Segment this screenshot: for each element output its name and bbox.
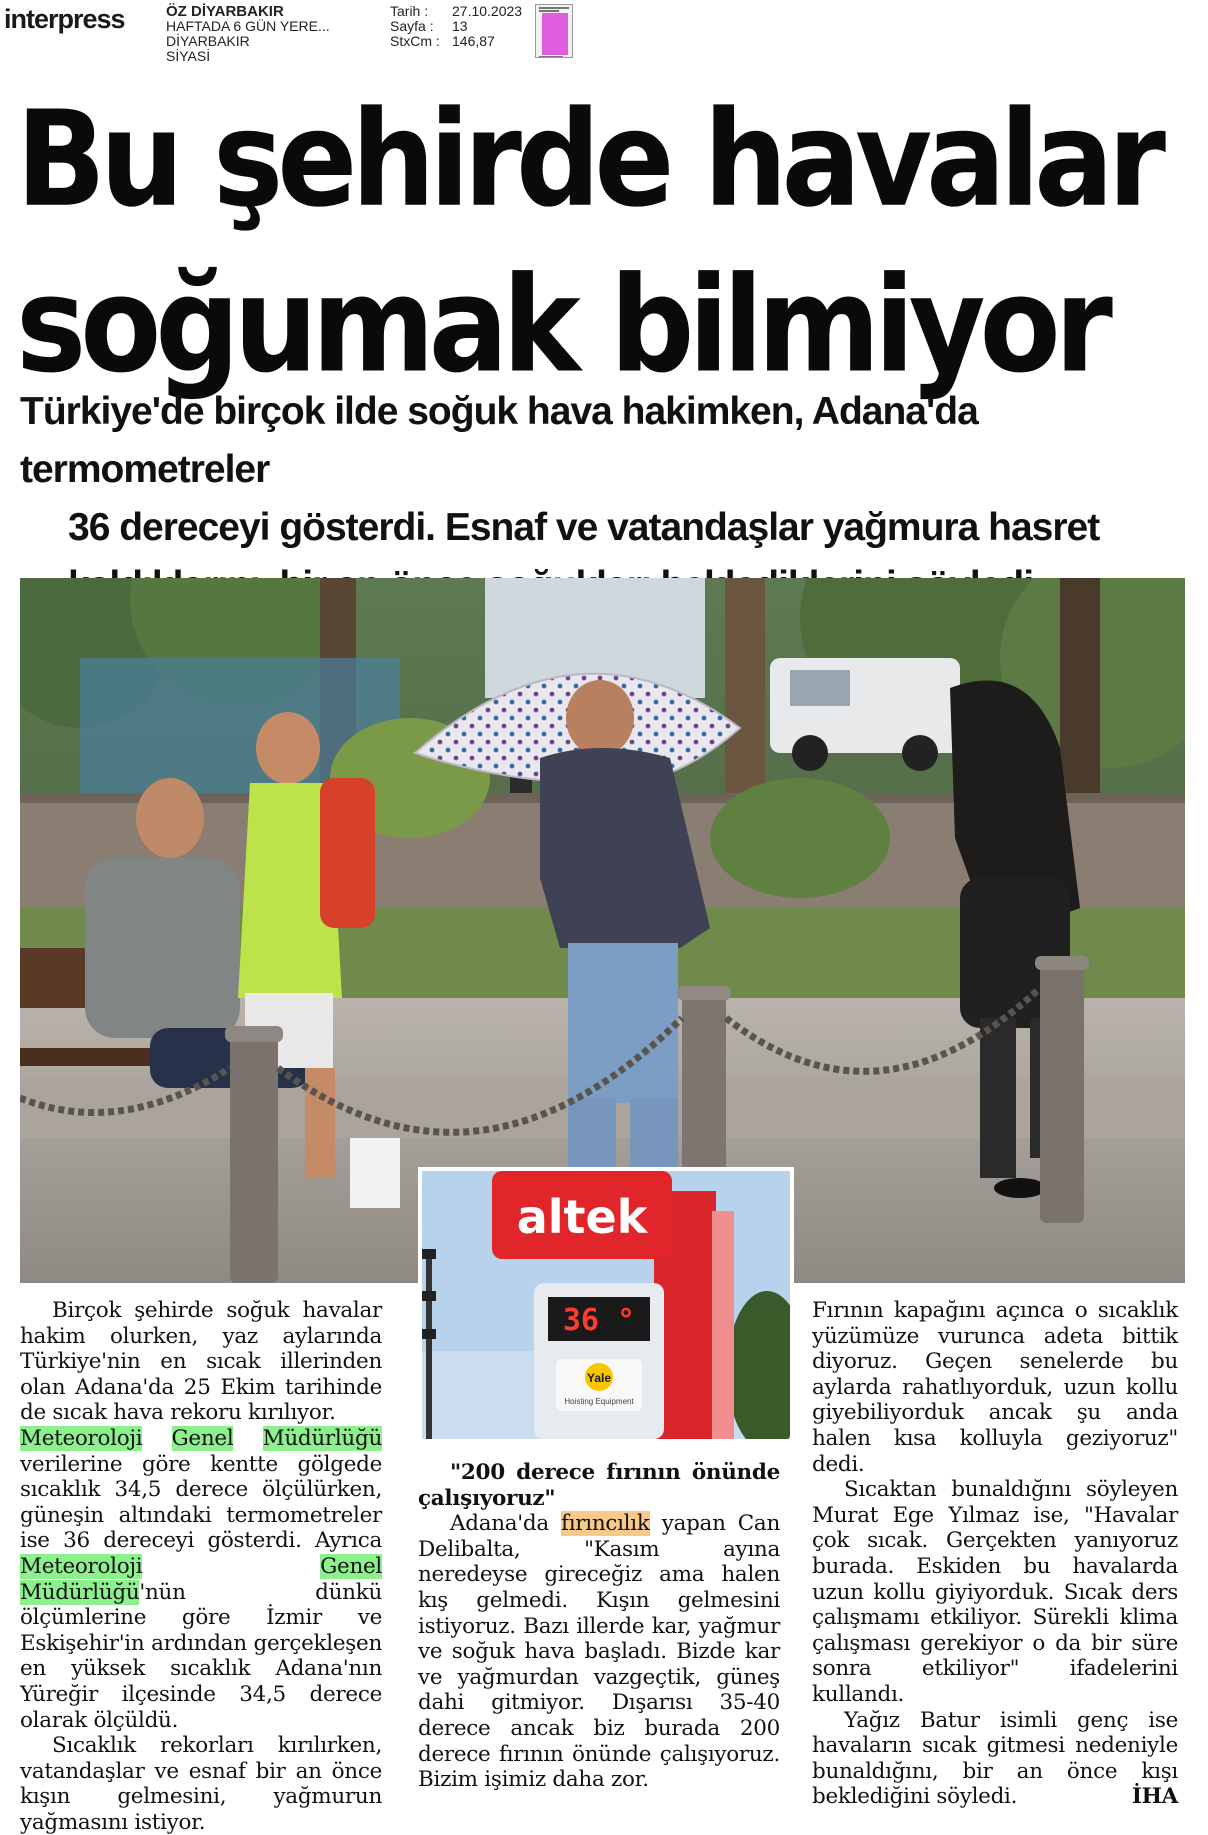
highlight-genel-2: Genel	[320, 1553, 382, 1579]
highlight-mudurlugu-2: Müdürlüğü	[20, 1579, 140, 1605]
col1-paragraph-2: Meteoroloji Genel Müdürlüğü verilerine göre kentte gölgede sıcaklık 34,5 derece ölçülürken, güneşin altındaki termometreler ise 36 dereceyi gösterdi. Ayrıca Meteoroloji Genel Müdürlüğü'nün dünkü ölçümlerine göre İzmir ve Eskişehir'in ardından gerçekleşen en yüksek sıcaklık Adana'nın Yüreğir ilçesinde 34,5 derece olarak ölçüldü.	[20, 1425, 382, 1733]
temperature-display: 36 °	[562, 1303, 636, 1338]
agency-signature: İHA	[1131, 1784, 1178, 1810]
col3-paragraph-1: Fırının kapağını açınca o sıcaklık yüzümüze vurunca adeta bittik diyoruz. Geçen senelerde bu aylarda rahatlıyorduk, uzun kollu giyebiliyorduk ancak şu anda halen kısa kolluyla geziyoruz" dedi.	[812, 1298, 1178, 1477]
col3-paragraph-3: Yağız Batur isimli genç ise havaların sıcak gitmesi nedeniyle bunaldığını, bir an önce kışı beklediğini söyledi. İHA	[812, 1707, 1178, 1810]
headline	[16, 76, 1196, 408]
clipping-meta	[390, 4, 522, 49]
page-thumbnail	[535, 4, 573, 58]
col2-paragraph-1: Adana'da fırıncılık yapan Can Delibalta, "Kasım ayına neredeyse gireceğiz ama halen kış gelmedi. Kışın gelmesini istiyoruz. Bazı illerde kar, yağmur ve soğuk hava başladı. Bizde kar ve yağmurdan vazgeçtik, güneş dahi gitmiyor. Dışarısı 35-40 derece ancak biz burada 200 derece fırının önünde çalışıyoruz. Bizim işimiz daha zor.	[418, 1511, 780, 1793]
highlight-genel: Genel	[171, 1425, 234, 1451]
inset-photo-thermometer-sign	[418, 1167, 794, 1443]
highlight-meteoroloji-2: Meteoroloji	[20, 1553, 143, 1579]
publication-frequency: HAFTADA 6 GÜN YERE...	[166, 18, 330, 34]
publication-section: SİYASİ	[166, 48, 211, 64]
clipping-header	[0, 0, 1208, 66]
crosshead: "200 derece fırının önünde çalışıyoruz"	[418, 1460, 780, 1511]
thermometer-sign-illustration	[422, 1171, 790, 1439]
highlight-meteoroloji: Meteoroloji	[20, 1425, 143, 1451]
col1-paragraph-3: Sıcaklık rekorları kırılırken, vatandaşlar ve esnaf bir an önce kışın gelmesini, yağmurun yağmasını istiyor.	[20, 1733, 382, 1835]
headline-line-2: soğumak bilmiyor	[16, 247, 1107, 402]
subhead-line-1: Türkiye'de birçok ilde soğuk hava hakimken, Adana'da termometreler	[20, 390, 978, 491]
highlight-fırıncılık: fırıncılık	[561, 1511, 650, 1537]
meta-page: Sayfa : 13	[390, 18, 468, 34]
publication-info	[166, 4, 330, 64]
subhead-line-2: 36 dereceyi gösterdi. Esnaf ve vatandaşlar yağmura hasret	[68, 506, 1100, 549]
col3-paragraph-2: Sıcaktan bunaldığını söyleyen Murat Ege Yılmaz ise, "Havalar çok sıcak. Gerçekten yanıyoruz burada. Eskiden bu havalarda uzun kollu giyiyorduk. Sıcak ders çalışmamı etkiliyor. Sürekli klima çalışması gerekiyor o da bir süre sonra etkiliyor" ifadelerini kullandı.	[812, 1477, 1178, 1707]
altek-sign-text: altek	[516, 1190, 648, 1244]
meta-stxcm: StxCm : 146,87	[390, 33, 495, 49]
yale-sticker-logo: Yale	[586, 1371, 612, 1385]
highlight-mudurlugu: Müdürlüğü	[262, 1425, 382, 1451]
publication-name: ÖZ DİYARBAKIR	[166, 3, 284, 20]
publication-city: DİYARBAKIR	[166, 33, 250, 49]
body-column-2	[418, 1460, 780, 1793]
body-column-1	[20, 1298, 382, 1835]
headline-line-1: Bu şehirde havalar	[16, 81, 1160, 237]
body-column-3	[812, 1298, 1178, 1810]
interpress-logo: interpress	[4, 4, 125, 34]
col1-paragraph-1: Birçok şehirde soğuk havalar hakim olurken, yaz aylarında Türkiye'nin en sıcak illerinden olan Adana'da 25 Ekim tarihinde de sıcak hava rekoru kırılıyor.	[20, 1298, 382, 1426]
yale-sticker-text: Hoisting Equipment	[564, 1397, 634, 1406]
meta-date: Tarih : 27.10.2023	[390, 3, 523, 19]
